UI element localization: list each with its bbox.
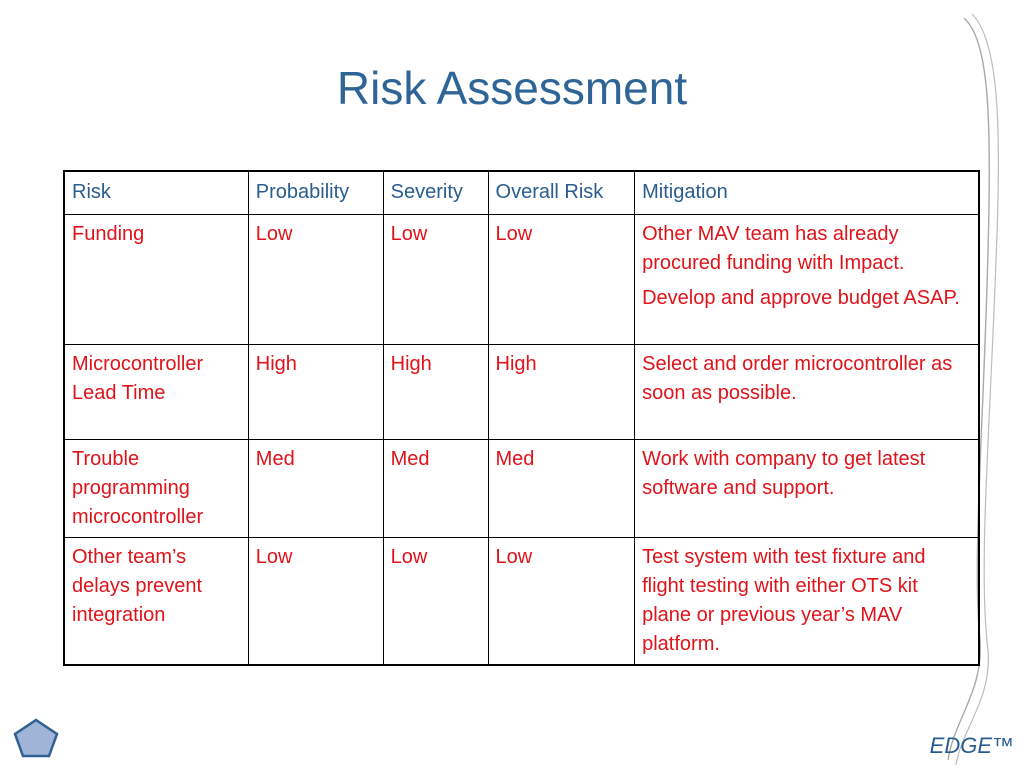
header-probability: Probability bbox=[248, 171, 383, 215]
cell-risk: Microcontroller Lead Time bbox=[64, 345, 248, 440]
cell-risk: Trouble programming microcontroller bbox=[64, 440, 248, 538]
cell-mitigation bbox=[635, 440, 979, 538]
cell-probability: Low bbox=[248, 538, 383, 666]
cell-probability: Med bbox=[248, 440, 383, 538]
cell-mitigation bbox=[635, 215, 979, 345]
cell-probability: High bbox=[248, 345, 383, 440]
header-mitigation: Mitigation bbox=[635, 171, 979, 215]
cell-risk: Funding bbox=[64, 215, 248, 345]
cell-probability: Low bbox=[248, 215, 383, 345]
table-row bbox=[64, 440, 979, 538]
cell-severity: High bbox=[383, 345, 488, 440]
cell-severity: Low bbox=[383, 215, 488, 345]
table-row bbox=[64, 215, 979, 345]
cell-overall-risk: Low bbox=[488, 538, 635, 666]
cell-severity: Low bbox=[383, 538, 488, 666]
risk-table bbox=[63, 170, 980, 666]
cell-mitigation bbox=[635, 538, 979, 666]
mitigation-line: Other MAV team has already procured funding with Impact. bbox=[642, 223, 905, 274]
header-severity: Severity bbox=[383, 171, 488, 215]
cell-risk: Other team’s delays prevent integration bbox=[64, 538, 248, 666]
mitigation-line: Test system with test fixture and flight testing with either OTS kit plane or previous year’s MAV platform. bbox=[642, 546, 926, 655]
cell-overall-risk: High bbox=[488, 345, 635, 440]
slide-title: Risk Assessment bbox=[336, 62, 688, 114]
cell-overall-risk: Low bbox=[488, 215, 635, 345]
header-overall-risk: Overall Risk bbox=[488, 171, 635, 215]
cell-severity: Med bbox=[383, 440, 488, 538]
mitigation-line: Select and order microcontroller as soon as possible. bbox=[642, 353, 953, 404]
table-row bbox=[64, 538, 979, 666]
pentagon-logo-icon bbox=[12, 717, 60, 759]
brand-text: EDGE™ bbox=[929, 733, 1014, 758]
mitigation-line: Work with company to get latest software and support. bbox=[642, 448, 926, 499]
cell-overall-risk: Med bbox=[488, 440, 635, 538]
cell-mitigation bbox=[635, 345, 979, 440]
header-risk: Risk bbox=[64, 171, 248, 215]
mitigation-line: Develop and approve budget ASAP. bbox=[642, 287, 960, 309]
table-row bbox=[64, 345, 979, 440]
table-header-row bbox=[64, 171, 979, 215]
